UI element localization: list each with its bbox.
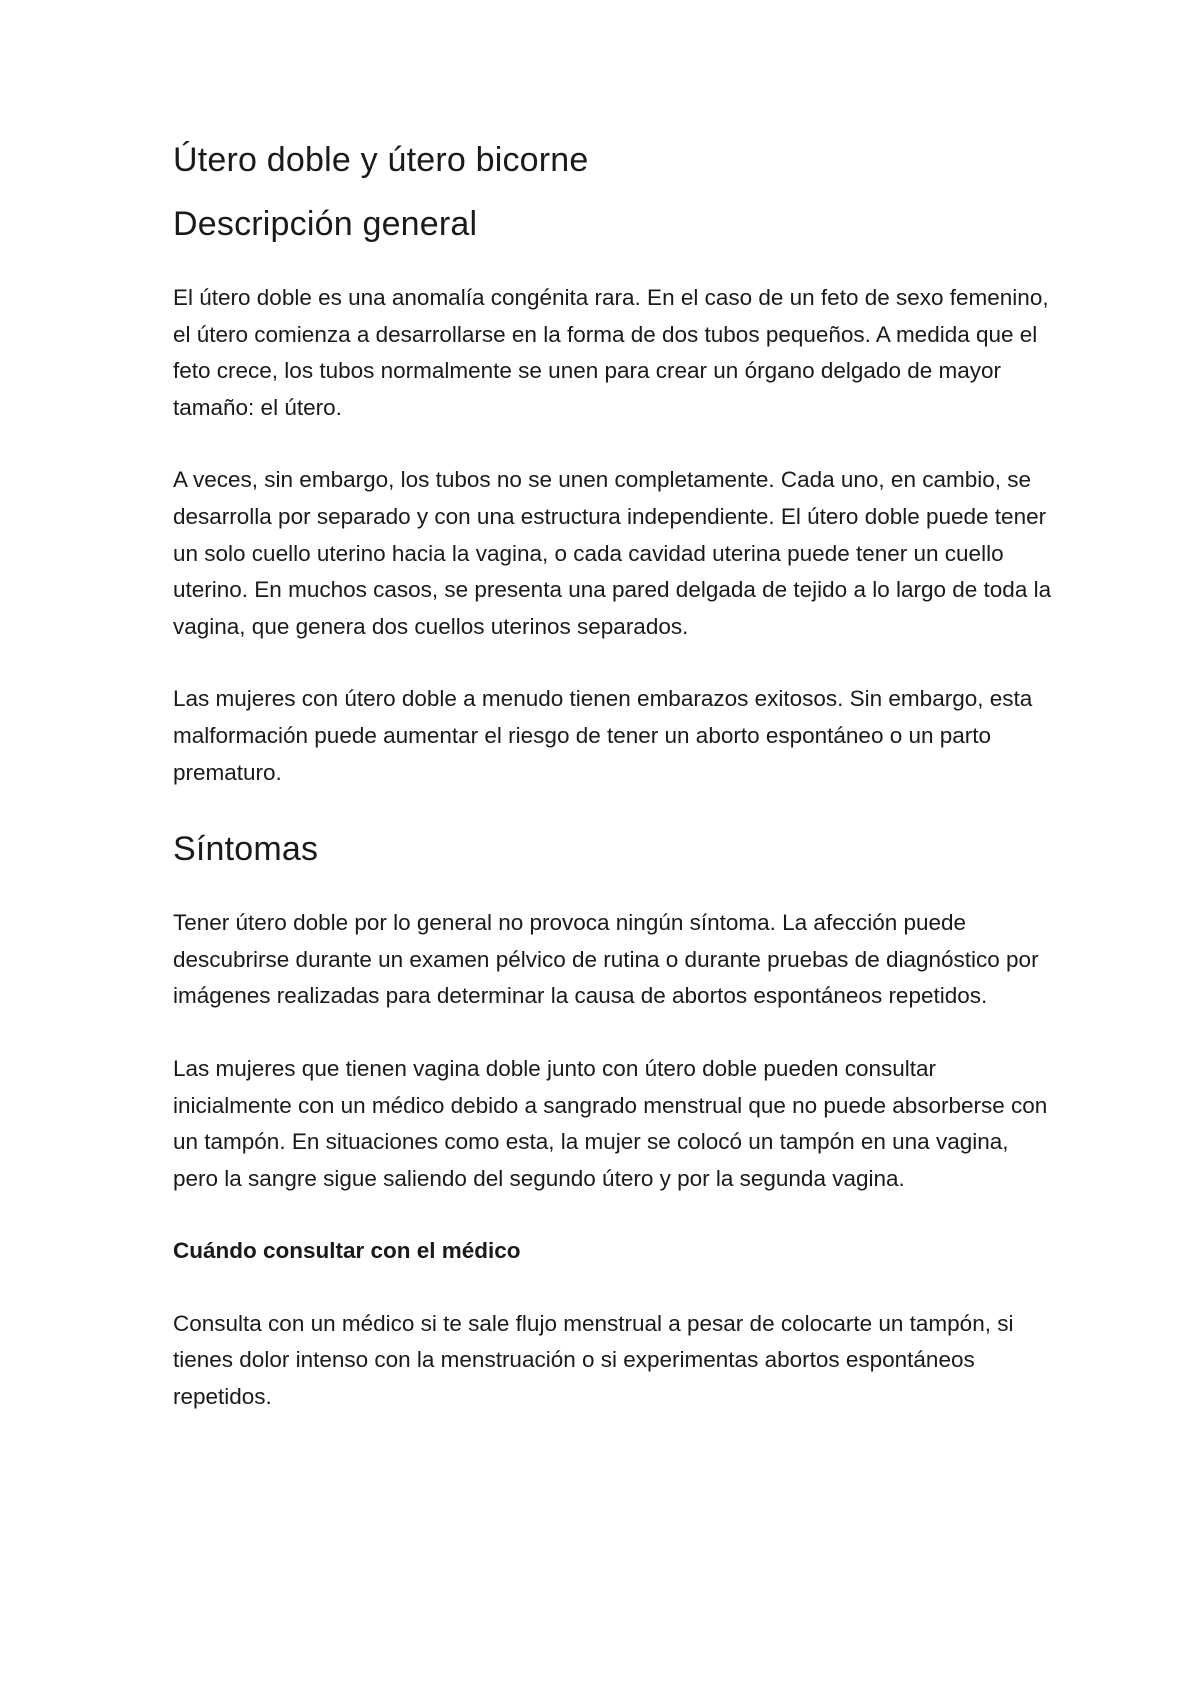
document-page [173, 138, 1053, 1452]
symptoms-heading: Síntomas [173, 830, 319, 869]
overview-paragraph-2: A veces, sin embargo, los tubos no se unen completamente. Cada uno, en cambio, se desarrolla por separado y con una estructura independiente. El útero doble puede tener un solo cuello uterino hacia la vagina, o cada cavidad uterina puede tener un cuello uterino. En muchos casos, se presenta una pared delgada de tejido a lo largo de toda la vagina, que genera dos cuellos uterinos separados. [173, 467, 1052, 639]
overview-paragraph-3: Las mujeres con útero doble a menudo tienen embarazos exitosos. Sin embargo, esta malformación puede aumentar el riesgo de tener un aborto espontáneo o un parto prematuro. [173, 686, 1033, 785]
symptoms-paragraph-2: Las mujeres que tienen vagina doble junto con útero doble pueden consultar inicialmente con un médico debido a sangrado menstrual que no puede absorberse con un tampón. En situaciones como esta, la mujer se colocó un tampón en una vagina, pero la sangre sigue saliendo del segundo útero y por la segunda vagina. [173, 1055, 1048, 1191]
document-title: Útero doble y útero bicorne [173, 141, 589, 179]
symptoms-section [173, 827, 1053, 1416]
when-to-see-doctor-heading: Cuándo consultar con el médico [173, 1238, 521, 1264]
symptoms-paragraph-1: Tener útero doble por lo general no provoca ningún síntoma. La afección puede descubrirse durante un examen pélvico de rutina o durante pruebas de diagnóstico por imágenes realizadas para determinar la causa de abortos espontáneos repetidos. [173, 910, 1039, 1009]
overview-section [173, 202, 1053, 791]
overview-heading: Descripción general [173, 205, 478, 243]
overview-paragraph-1: El útero doble es una anomalía congénita rara. En el caso de un feto de sexo femenino, el útero comienza a desarrollarse en la forma de dos tubos pequeños. A medida que el feto crece, los tubos normalmente se unen para crear un órgano delgado de mayor tamaño: el útero. [173, 285, 1049, 420]
when-to-see-doctor-paragraph: Consulta con un médico si te sale flujo menstrual a pesar de colocarte un tampón, si tienes dolor intenso con la menstruación o si experimentas abortos espontáneos repetidos. [173, 1310, 1014, 1410]
